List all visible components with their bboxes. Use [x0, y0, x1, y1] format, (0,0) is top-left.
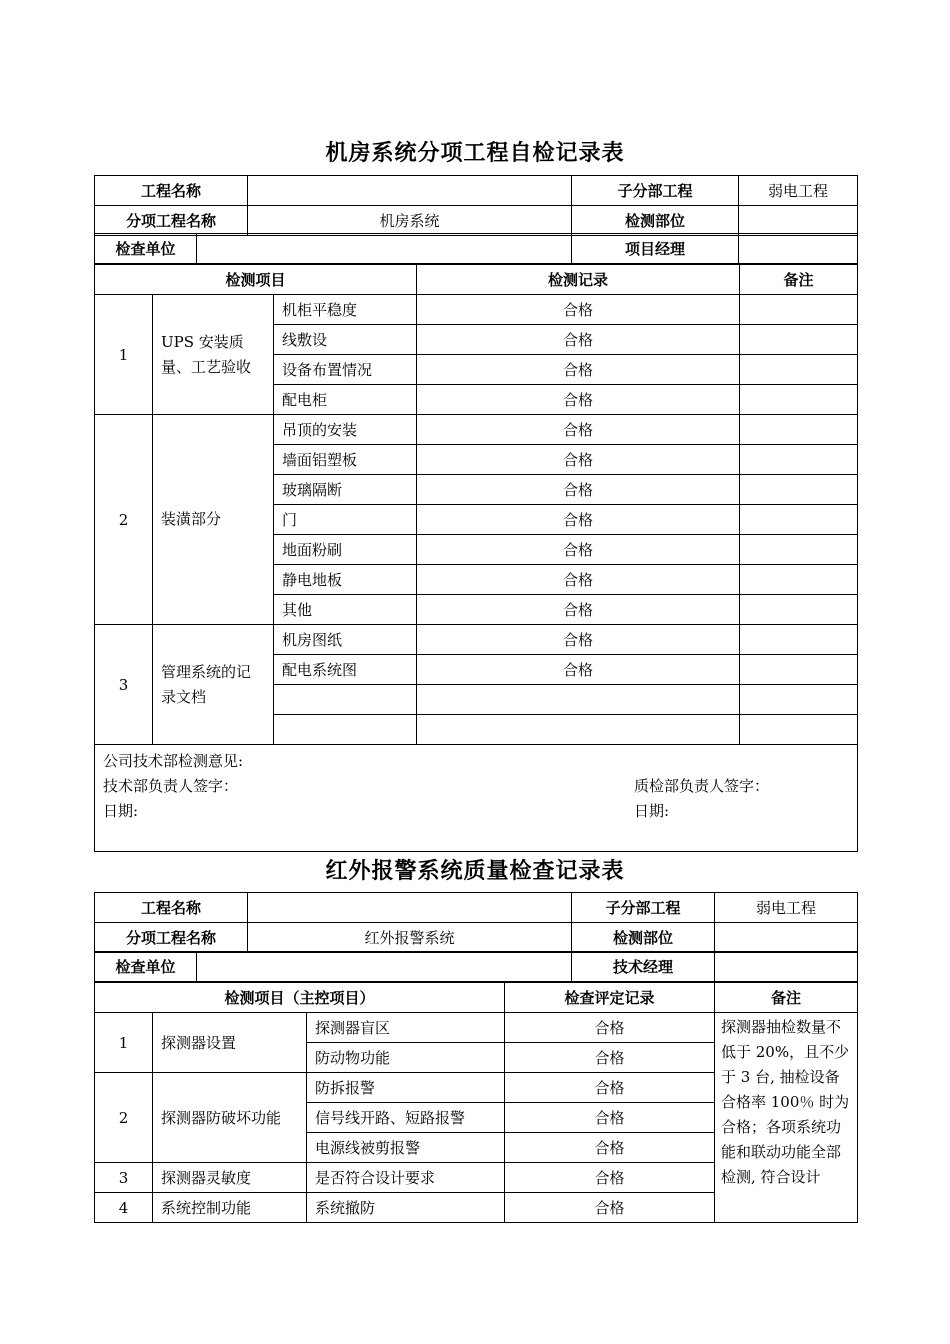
check-item: 线敷设: [274, 325, 417, 355]
check-record[interactable]: [417, 685, 740, 715]
group-name: 探测器灵敏度: [153, 1163, 307, 1193]
check-note[interactable]: [740, 295, 858, 325]
check-item: 探测器盲区: [307, 1013, 505, 1043]
sub-project-value[interactable]: 弱电工程: [739, 176, 858, 206]
check-item: 防动物功能: [307, 1043, 505, 1073]
check-item: 电源线被剪报警: [307, 1133, 505, 1163]
check-item: 配电系统图: [274, 655, 417, 685]
group-number: 3: [95, 625, 153, 745]
check-note[interactable]: [740, 325, 858, 355]
check-record[interactable]: 合格: [417, 655, 740, 685]
group-number: 1: [95, 1013, 153, 1073]
check-item: 防拆报警: [307, 1073, 505, 1103]
item-name-value[interactable]: 红外报警系统: [248, 923, 572, 953]
check-record[interactable]: 合格: [417, 535, 740, 565]
inspect-location-value[interactable]: [715, 923, 858, 953]
check-record[interactable]: 合格: [505, 1043, 715, 1073]
check-item: 配电柜: [274, 385, 417, 415]
group-number: 1: [95, 295, 153, 415]
check-item: 系统撤防: [307, 1193, 505, 1223]
manager-value[interactable]: [715, 952, 858, 982]
check-note[interactable]: [740, 355, 858, 385]
remark-note: 探测器抽检数量不低于 20%，且不少于 3 台, 抽检设备合格率 100％ 时为合格；各项系统功能和联动功能全部检测, 符合设计: [715, 1013, 858, 1223]
table1-body: [94, 264, 858, 852]
check-note[interactable]: [740, 415, 858, 445]
tech-sign-label: 技术部负责人签字：: [103, 777, 239, 795]
check-item[interactable]: [274, 715, 417, 745]
check-item: 吊顶的安装: [274, 415, 417, 445]
check-record[interactable]: 合格: [417, 505, 740, 535]
qc-sign-label: 质检部负责人签字：: [634, 777, 770, 795]
sub-project-value[interactable]: 弱电工程: [715, 893, 858, 923]
check-note[interactable]: [740, 625, 858, 655]
check-unit-label: 检查单位: [95, 234, 197, 264]
item-name-label: 分项工程名称: [95, 923, 248, 953]
table2-unit-row: [94, 951, 858, 982]
col-header-note: 备注: [740, 265, 858, 295]
table1-unit-row: [94, 233, 858, 264]
check-record[interactable]: 合格: [417, 595, 740, 625]
check-unit-value[interactable]: [197, 234, 572, 264]
check-unit-label: 检查单位: [95, 952, 197, 982]
item-name-value[interactable]: 机房系统: [248, 206, 572, 236]
check-note[interactable]: [740, 385, 858, 415]
manager-label: 项目经理: [572, 234, 739, 264]
project-name-label: 工程名称: [95, 176, 248, 206]
group-name: 装潢部分: [153, 415, 274, 625]
group-number: 2: [95, 415, 153, 625]
project-name-label: 工程名称: [95, 893, 248, 923]
inspect-location-label: 检测部位: [572, 206, 739, 236]
date-label-left: 日期:: [103, 802, 139, 820]
opinion-heading: 公司技术部检测意见:: [103, 752, 244, 770]
check-note[interactable]: [740, 595, 858, 625]
check-record[interactable]: 合格: [417, 325, 740, 355]
project-name-value[interactable]: [248, 893, 572, 923]
manager-label: 技术经理: [572, 952, 715, 982]
check-record[interactable]: 合格: [417, 355, 740, 385]
check-record[interactable]: 合格: [505, 1163, 715, 1193]
table2-title: 红外报警系统质量检查记录表: [325, 859, 625, 884]
col-header-record: 检查评定记录: [505, 983, 715, 1013]
check-item: 是否符合设计要求: [307, 1163, 505, 1193]
check-record[interactable]: 合格: [417, 475, 740, 505]
check-note[interactable]: [740, 475, 858, 505]
sub-project-label: 子分部工程: [572, 176, 739, 206]
group-name: 探测器设置: [153, 1013, 307, 1073]
check-record[interactable]: 合格: [505, 1133, 715, 1163]
check-item[interactable]: [274, 685, 417, 715]
manager-value[interactable]: [739, 234, 858, 264]
check-note[interactable]: [740, 685, 858, 715]
check-record[interactable]: 合格: [505, 1103, 715, 1133]
check-note[interactable]: [740, 715, 858, 745]
check-record[interactable]: 合格: [505, 1013, 715, 1043]
group-name: 管理系统的记录文档: [153, 625, 274, 745]
check-note[interactable]: [740, 535, 858, 565]
check-note[interactable]: [740, 505, 858, 535]
check-record[interactable]: 合格: [505, 1073, 715, 1103]
check-record[interactable]: 合格: [417, 445, 740, 475]
check-record[interactable]: 合格: [417, 295, 740, 325]
group-name: 系统控制功能: [153, 1193, 307, 1223]
group-number: 4: [95, 1193, 153, 1223]
inspect-location-label: 检测部位: [572, 923, 715, 953]
check-record[interactable]: 合格: [505, 1193, 715, 1223]
project-name-value[interactable]: [248, 176, 572, 206]
date-label-right: 日期:: [634, 802, 670, 820]
col-header-note: 备注: [715, 983, 858, 1013]
check-note[interactable]: [740, 445, 858, 475]
group-number: 2: [95, 1073, 153, 1163]
sub-project-label: 子分部工程: [572, 893, 715, 923]
group-number: 3: [95, 1163, 153, 1193]
check-item: 墙面铝塑板: [274, 445, 417, 475]
table2-body: [94, 982, 858, 1223]
group-name: 探测器防破坏功能: [153, 1073, 307, 1163]
check-note[interactable]: [740, 565, 858, 595]
col-header-item: 检测项目: [95, 265, 417, 295]
check-record[interactable]: [417, 715, 740, 745]
inspection-opinion[interactable]: [95, 745, 858, 852]
check-unit-value[interactable]: [197, 952, 572, 982]
check-record[interactable]: 合格: [417, 565, 740, 595]
check-item: 信号线开路、短路报警: [307, 1103, 505, 1133]
check-record[interactable]: 合格: [417, 385, 740, 415]
check-item: 门: [274, 505, 417, 535]
col-header-item: 检测项目（主控项目）: [95, 983, 505, 1013]
table1-header: [94, 175, 858, 236]
item-name-label: 分项工程名称: [95, 206, 248, 236]
check-item: 静电地板: [274, 565, 417, 595]
check-item: 机房图纸: [274, 625, 417, 655]
check-record[interactable]: 合格: [417, 625, 740, 655]
inspect-location-value[interactable]: [739, 206, 858, 236]
group-name: UPS 安装质量、工艺验收: [153, 295, 274, 415]
col-header-record: 检测记录: [417, 265, 740, 295]
check-note[interactable]: [740, 655, 858, 685]
check-record[interactable]: 合格: [417, 415, 740, 445]
check-item: 地面粉刷: [274, 535, 417, 565]
table2-header: [94, 892, 858, 953]
check-item: 机柜平稳度: [274, 295, 417, 325]
check-item: 玻璃隔断: [274, 475, 417, 505]
check-item: 其他: [274, 595, 417, 625]
check-item: 设备布置情况: [274, 355, 417, 385]
table1-title: 机房系统分项工程自检记录表: [325, 141, 625, 166]
